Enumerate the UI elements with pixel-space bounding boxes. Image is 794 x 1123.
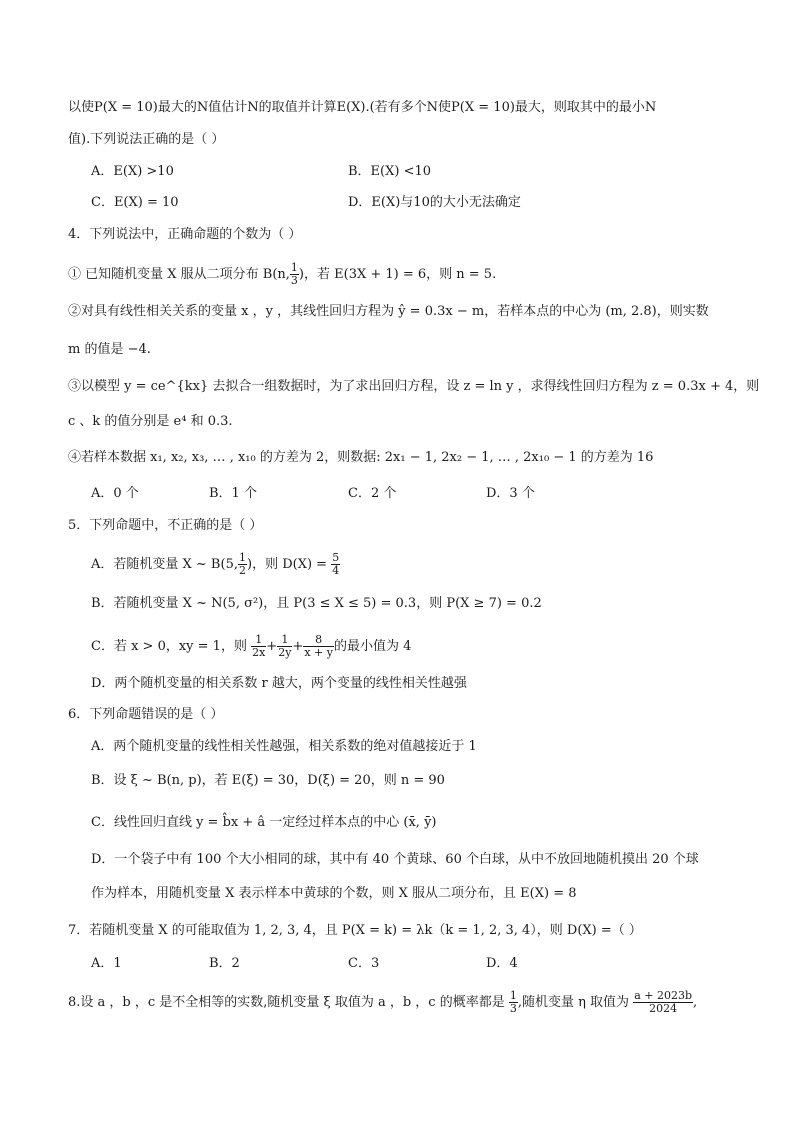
q4-option-d[interactable]: D．3 个	[486, 486, 535, 501]
q4-option-b[interactable]: B．1 个	[209, 486, 257, 501]
q5-c-pre: C．若 x > 0，xy = 1，则	[91, 639, 247, 654]
q5-a-f2-den: 4	[332, 564, 340, 577]
q8-fraction-1	[509, 990, 518, 1015]
q6-option-a[interactable]: A．两个随机变量的线性相关性越强，相关系数的绝对值越接近于 1	[91, 739, 477, 754]
q7-option-a[interactable]: A．1	[91, 956, 122, 971]
q5-a-f1-den: 2	[238, 564, 246, 577]
q7-option-b[interactable]: B．2	[209, 956, 240, 971]
q8-f2-den: 2024	[649, 1002, 678, 1015]
q8-stem	[68, 990, 697, 1015]
q4-s1-post: ，若 E(3X + 1) = 6，则 n = 5.	[304, 267, 497, 282]
q5-c-fraction-3	[303, 634, 334, 659]
q4-statement-3-line-1: ③以模型 y = ce^{kx} 去拟合一组数据时，为了求出回归方程，设 z = ln y ，求得线性回归方程为 z = 0.3x + 4，则	[68, 379, 760, 394]
q5-a-mid: ，则 D(X) =	[252, 557, 328, 572]
q3-option-a[interactable]: A．E(X) >10	[91, 164, 174, 179]
q4-statement-2-line-2: m 的值是 −4.	[68, 342, 151, 357]
q4-s1-fraction	[290, 262, 299, 287]
q5-c-f1-den: 2x	[252, 646, 266, 659]
q5-a-fraction-1	[238, 552, 247, 577]
q5-c-plus-1: +	[266, 639, 278, 654]
q6-option-d-line-1[interactable]: D．一个袋子中有 100 个大小相同的球，其中有 40 个黄球、60 个白球，从中不放回地随机摸出 20 个球	[91, 852, 699, 867]
q5-c-f3-den: x + y	[304, 646, 333, 659]
q5-a-paren-close: )	[246, 557, 253, 572]
q5-stem: 5．下列命题中，不正确的是（ ）	[68, 518, 263, 533]
q5-option-b[interactable]: B．若随机变量 X ~ N(5, σ²)，且 P(3 ≤ X ≤ 5) = 0.3，则 P(X ≥ 7) = 0.2	[91, 596, 542, 611]
q4-s1-frac-num: 1	[290, 261, 298, 274]
q6-option-c[interactable]: C．线性回归直线 y = b̂x + â 一定经过样本点的中心 (x̄, ȳ)	[91, 815, 437, 830]
q3-line-2: 值).下列说法正确的是（ ）	[68, 132, 225, 147]
q4-s1-frac-den: 3	[290, 274, 298, 287]
q3-line-1: 以使P(X = 10)最大的N值估计N的取值并计算E(X).(若有多个N使P(X = 10)最大，则取其中的最小N	[68, 100, 657, 115]
q4-statement-1	[68, 262, 496, 287]
q4-s1-pre: ① 已知随机变量 X 服从二项分布 B	[68, 267, 273, 282]
q8-mid: ,随机变量 η 取值为	[517, 995, 630, 1010]
q6-option-b[interactable]: B．设 ξ ~ B(n, p)，若 E(ξ) = 30，D(ξ) = 20，则 n = 90	[91, 773, 445, 788]
q8-f1-num: 1	[509, 989, 517, 1002]
q7-stem: 7．若随机变量 X 的可能取值为 1, 2, 3, 4，且 P(X = k) = λk（k = 1, 2, 3, 4），则 D(X) =（ ）	[68, 923, 642, 938]
q3-option-d[interactable]: D．E(X)与10的大小无法确定	[348, 195, 521, 210]
q4-statement-3-line-2: c 、k 的值分别是 e⁴ 和 0.3.	[68, 414, 233, 429]
q4-statement-2-line-1: ②对具有线性相关关系的变量 x ，y ，其线性回归方程为 ŷ = 0.3x − m，若样本点的中心为 (m, 2.8)，则实数	[68, 304, 709, 319]
q5-a-fraction-2	[331, 552, 340, 577]
q5-c-fraction-2	[277, 634, 292, 659]
q5-option-a[interactable]	[91, 552, 340, 577]
q5-a-f2-num: 5	[332, 551, 340, 564]
q5-c-f2-num: 1	[277, 634, 292, 647]
q5-a-pre: A．若随机变量 X ~ B	[91, 557, 221, 572]
q6-stem: 6．下列命题错误的是（ ）	[68, 707, 224, 722]
q5-c-f3-num: 8	[303, 634, 334, 647]
q3-option-b[interactable]: B．E(X) <10	[348, 164, 432, 179]
q3-option-c[interactable]: C．E(X) = 10	[91, 195, 179, 210]
q4-option-c[interactable]: C．2 个	[348, 486, 397, 501]
q5-c-f1-num: 1	[251, 634, 266, 647]
q5-c-plus-2: +	[292, 639, 304, 654]
q7-option-c[interactable]: C．3	[348, 956, 380, 971]
q5-option-c[interactable]	[91, 634, 411, 659]
q4-option-a[interactable]: A．0 个	[91, 486, 139, 501]
q5-c-f2-den: 2y	[278, 646, 292, 659]
q4-s1-paren-open: (n,	[272, 267, 290, 282]
q8-f2-num: a + 2023b	[634, 989, 693, 1002]
q4-s1-paren-close: )	[298, 267, 304, 282]
q7-option-d[interactable]: D．4	[486, 956, 518, 971]
q4-stem: 4．下列说法中，正确命题的个数为（ ）	[68, 227, 302, 242]
q8-fraction-2	[633, 990, 693, 1015]
q6-option-d-line-2: 作为样本，用随机变量 X 表示样本中黄球的个数，则 X 服从二项分布，且 E(X) = 8	[91, 886, 577, 901]
q5-option-d[interactable]: D．两个随机变量的相关系数 r 越大，两个变量的线性相关性越强	[91, 676, 467, 691]
q5-a-f1-num: 1	[238, 551, 246, 564]
q5-c-post: 的最小值为 4	[333, 639, 412, 654]
q5-a-paren-open: (5,	[220, 557, 238, 572]
q5-c-fraction-1	[251, 634, 266, 659]
q8-post: ,	[693, 995, 698, 1010]
q8-f1-den: 3	[509, 1002, 517, 1015]
q4-statement-4: ④若样本数据 x₁, x₂, x₃, … , x₁₀ 的方差为 2，则数据: 2x₁ − 1, 2x₂ − 1, … , 2x₁₀ − 1 的方差为 16	[68, 450, 654, 465]
q8-pre: 8.设 a ，b ，c 是不全相等的实数,随机变量 ξ 取值为 a ，b ，c 的概率都是	[68, 995, 505, 1010]
